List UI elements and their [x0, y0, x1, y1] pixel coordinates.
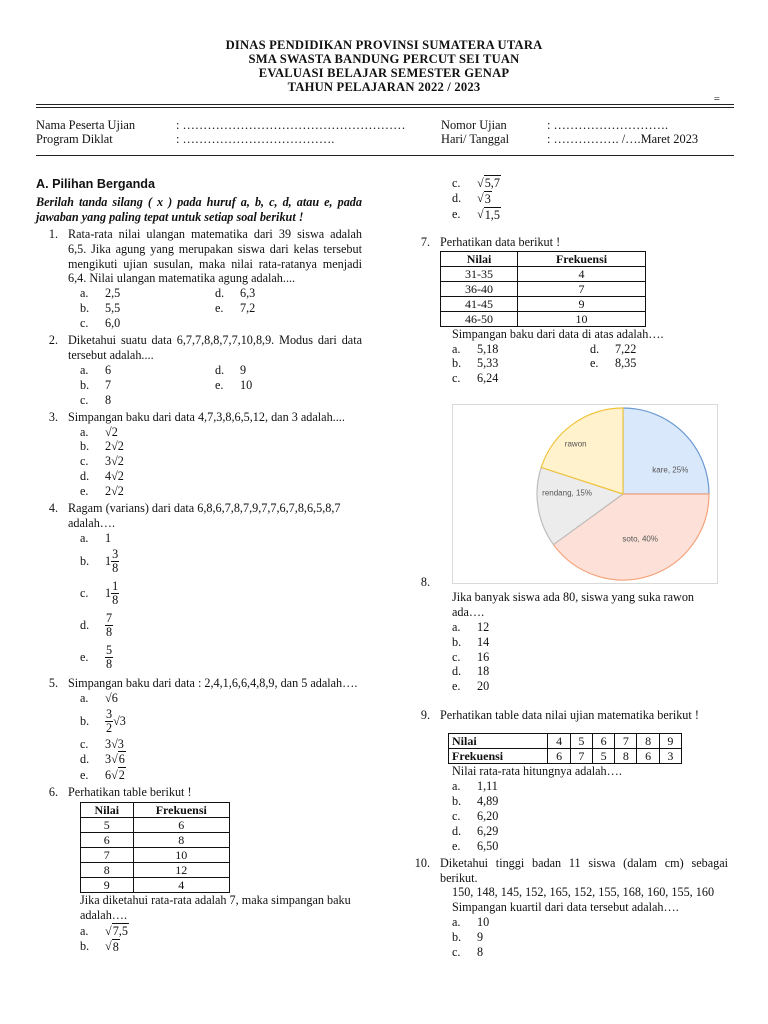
question-text: Diketahui tinggi badan 11 siswa (dalam cm) sebagai berikut.: [440, 855, 728, 885]
question-text: Simpangan baku dari data : 2,4,1,6,6,4,8,9, dan 5 adalah….: [68, 675, 358, 690]
option-a[interactable]: a. 6: [80, 362, 112, 377]
q2-options: [36, 363, 362, 408]
q10-data: 150, 148, 145, 152, 165, 152, 155, 168, 160, 155, 160: [452, 885, 715, 900]
pie-slice-kare: [623, 408, 709, 494]
option-e[interactable]: e. 7,2: [215, 301, 256, 316]
question-4: [36, 501, 362, 531]
q8-options: [408, 620, 728, 695]
q7-after-text: Simpangan baku dari data di atas adalah….: [452, 326, 664, 341]
option-d[interactable]: d. √ 3: [452, 191, 491, 206]
table-cell: 10: [518, 311, 646, 326]
question-text: Perhatikan table berikut !: [68, 785, 192, 800]
question-7: [408, 235, 728, 250]
question-number: 2.: [48, 333, 58, 348]
question-number: 1.: [48, 226, 58, 241]
option-c[interactable]: c. 3√2: [80, 454, 124, 469]
question-number: 5.: [48, 675, 58, 690]
option-b[interactable]: b. 9: [452, 930, 484, 945]
table-cell: 31-35: [441, 266, 518, 281]
question-number: 9.: [420, 708, 430, 723]
question-number: 3.: [48, 409, 58, 424]
option-e[interactable]: e. 8,35: [590, 356, 637, 371]
table-cell: 7: [518, 281, 646, 296]
pie-chart-svg: [453, 405, 717, 583]
question-3: [36, 410, 362, 425]
header-line-2: SMA SWASTA BANDUNG PERCUT SEI TUAN: [248, 52, 520, 66]
table-cell: 6: [592, 734, 614, 749]
question-text: Rata-rata nilai ulangan matematika dari 39 siswa adalah 6,5. Jika agung yang merupakan siswa dari kelas tersebut mengikuti ujian susulan, maka nilai rata-ratanya menjadi 6,4. Nilai ulangan matematika agung adalah....: [68, 226, 362, 286]
q7-table: [440, 251, 646, 327]
question-text: Perhatikan data berikut !: [440, 234, 561, 249]
question-2: [36, 333, 362, 363]
table-cell: 7: [570, 749, 592, 764]
q5-options: [36, 691, 362, 784]
q4-options: [36, 531, 362, 674]
table-cell: 6: [81, 833, 134, 848]
table-header: Frekuensi: [449, 749, 548, 764]
table-cell: 6: [548, 749, 570, 764]
header-rule-2: [36, 107, 734, 108]
question-number: 4.: [48, 501, 58, 516]
option-a[interactable]: a. √ 7,5: [80, 923, 128, 938]
question-8-block: [408, 573, 728, 960]
question-10: [408, 856, 728, 886]
table-cell: 10: [133, 848, 229, 863]
option-e[interactable]: e. 6 √ 2: [80, 767, 125, 783]
option-d[interactable]: d. $\frac{7}{8}$: [80, 611, 113, 640]
table-cell: 5: [81, 818, 134, 833]
table-cell: 8: [133, 833, 229, 848]
table-header: Frekuensi: [518, 251, 646, 266]
section-title: A. Pilihan Berganda: [36, 177, 155, 191]
question-text: Perhatikan table data nilai ujian matematika berikut !: [440, 708, 699, 723]
option-a[interactable]: a. 10: [452, 915, 490, 930]
table-cell: 41-45: [441, 296, 518, 311]
table-cell: 4: [548, 734, 570, 749]
header-mark: =: [713, 93, 720, 105]
table-cell: 3: [659, 749, 681, 764]
q7-options: [408, 342, 728, 387]
number-label: Nomor Ujian: [441, 118, 507, 132]
pie-chart: [452, 404, 718, 584]
table-cell: 5: [592, 749, 614, 764]
pie-label-soto: soto, 40%: [622, 534, 658, 544]
name-field[interactable]: : ………………………………………………: [176, 118, 406, 132]
question-number: 8.: [420, 575, 430, 589]
option-c[interactable]: c. √ 5,7: [452, 175, 500, 190]
table-cell: 36-40: [441, 281, 518, 296]
pie-label-kare: kare, 25%: [652, 465, 689, 475]
right-column: [408, 175, 728, 386]
program-label: Program Diklat: [36, 132, 113, 146]
table-header: Nilai: [449, 734, 548, 749]
option-d[interactable]: d. 4√2: [80, 469, 124, 484]
q9-table: [448, 733, 682, 764]
option-b[interactable]: b. 1 $\frac{3}{8}$: [80, 547, 119, 576]
table-cell: 9: [659, 734, 681, 749]
table-cell: 12: [133, 863, 229, 878]
q6-after-text: Jika diketahui rata-rata adalah 7, maka simpangan baku adalah….: [80, 893, 351, 923]
option-b[interactable]: b. 7: [80, 377, 112, 392]
date-field[interactable]: : ……………. /….Maret 2023: [547, 132, 699, 146]
option-b[interactable]: b. 14: [452, 634, 490, 649]
option-a[interactable]: a. √6: [80, 690, 118, 705]
question-number: 7.: [420, 234, 430, 249]
option-b[interactable]: b. 5,5: [80, 301, 121, 316]
option-c[interactable]: c. 8: [80, 392, 112, 407]
option-b[interactable]: b. √ 8: [80, 939, 119, 954]
table-cell: 46-50: [441, 311, 518, 326]
question-9: [408, 708, 728, 723]
table-cell: 9: [518, 296, 646, 311]
question-8: [408, 575, 728, 590]
table-cell: 9: [81, 878, 134, 893]
table-cell: 4: [133, 878, 229, 893]
table-cell: 8: [615, 749, 637, 764]
header-line-4: TAHUN PELAJARAN 2022 / 2023: [287, 80, 481, 94]
option-c[interactable]: c. 1 $\frac{1}{8}$: [80, 579, 119, 608]
option-e[interactable]: e. √ 1,5: [452, 207, 500, 222]
identity-rule: [36, 155, 734, 156]
option-a[interactable]: a. 12: [452, 619, 490, 634]
header-line-3: EVALUASI BELAJAR SEMESTER GENAP: [258, 66, 510, 80]
header-line-1: DINAS PENDIDIKAN PROVINSI SUMATERA UTARA: [225, 38, 543, 52]
table-cell: 6: [637, 749, 659, 764]
table-cell: 8: [637, 734, 659, 749]
question-number: 10.: [414, 855, 430, 870]
pie-label-rawon: rawon: [564, 439, 587, 449]
question-text: Simpangan baku dari data 4,7,3,8,6,5,12, dan 3 adalah....: [68, 409, 345, 424]
option-a[interactable]: a. √2: [80, 424, 118, 439]
option-b[interactable]: b. 2√2: [80, 439, 124, 454]
q10-after-text: Simpangan kuartil dari data tersebut adalah….: [452, 900, 679, 915]
option-d[interactable]: d. 6,3: [215, 286, 256, 301]
q10-options: [408, 915, 728, 960]
q6-options-left: [36, 923, 362, 955]
program-field[interactable]: : ……………………………….: [176, 132, 335, 146]
question-text: Ragam (varians) dari data 6,8,6,7,8,7,9,7,7,6,7,8,6,5,8,7 adalah….: [68, 501, 341, 530]
option-a[interactable]: a. 1: [80, 530, 112, 545]
q6-table: [80, 802, 230, 893]
option-e[interactable]: e. $\frac{5}{8}$: [80, 643, 113, 672]
option-d[interactable]: d. 6,29: [452, 823, 499, 838]
q1-options: [36, 286, 362, 331]
option-e[interactable]: e. 10: [215, 377, 253, 392]
table-cell: 5: [570, 734, 592, 749]
option-a[interactable]: a. 5,18: [452, 341, 499, 356]
question-text: Jika banyak siswa ada 80, siswa yang suka rawon ada….: [452, 589, 695, 619]
table-cell: 7: [615, 734, 637, 749]
option-a[interactable]: a. 1,11: [452, 779, 498, 794]
option-b[interactable]: b. 4,89: [452, 793, 499, 808]
header-rule: [36, 104, 734, 105]
option-d[interactable]: d. 9: [215, 362, 247, 377]
option-e[interactable]: e. 2√2: [80, 484, 124, 499]
table-cell: 8: [81, 863, 134, 878]
table-header: Frekuensi: [133, 803, 229, 818]
option-c[interactable]: c. 3√3: [80, 736, 124, 751]
option-c[interactable]: c. 8: [452, 945, 484, 960]
q6-options-right: [408, 175, 728, 223]
table-header: Nilai: [81, 803, 134, 818]
table-header: Nilai: [441, 251, 518, 266]
question-text: Diketahui suatu data 6,7,7,8,8,7,7,10,8,9. Modus dari data tersebut adalah....: [68, 333, 362, 362]
question-5: [36, 676, 362, 691]
date-label: Hari/ Tanggal: [441, 132, 510, 146]
question-6: [36, 785, 362, 800]
question-number: 6.: [48, 785, 58, 800]
option-a[interactable]: a. 2,5: [80, 286, 121, 301]
option-e[interactable]: e. 6,50: [452, 838, 499, 853]
q9-after-text: Nilai rata-rata hitungnya adalah….: [452, 764, 622, 779]
option-b[interactable]: b. $\frac{3}{2}$ √3: [80, 706, 126, 735]
option-c[interactable]: c. 6,20: [452, 808, 499, 823]
table-cell: 4: [518, 266, 646, 281]
option-b[interactable]: b. 5,33: [452, 356, 499, 371]
name-label: Nama Peserta Ujian: [36, 118, 136, 132]
number-field[interactable]: : ……………………….: [547, 118, 669, 132]
option-c[interactable]: c. 6,24: [452, 371, 499, 386]
pie-label-rendang: rendang, 15%: [542, 488, 593, 498]
option-e[interactable]: e. 20: [452, 679, 490, 694]
table-cell: 6: [133, 818, 229, 833]
option-d[interactable]: d. 7,22: [590, 341, 637, 356]
table-cell: 7: [81, 848, 134, 863]
question-1: [36, 227, 362, 287]
q9-options: [408, 779, 728, 854]
instruction: Berilah tanda silang ( x ) pada huruf a, b, c, d, atau e, pada jawaban yang paling tepat untuk setiap soal berikut !: [36, 194, 362, 224]
q3-options: [36, 425, 362, 500]
left-column: [36, 177, 362, 955]
option-c[interactable]: c. 6,0: [80, 316, 121, 331]
option-d[interactable]: d. 18: [452, 664, 490, 679]
option-c[interactable]: c. 16: [452, 649, 490, 664]
option-d[interactable]: d. 3 √ 6: [80, 751, 125, 767]
